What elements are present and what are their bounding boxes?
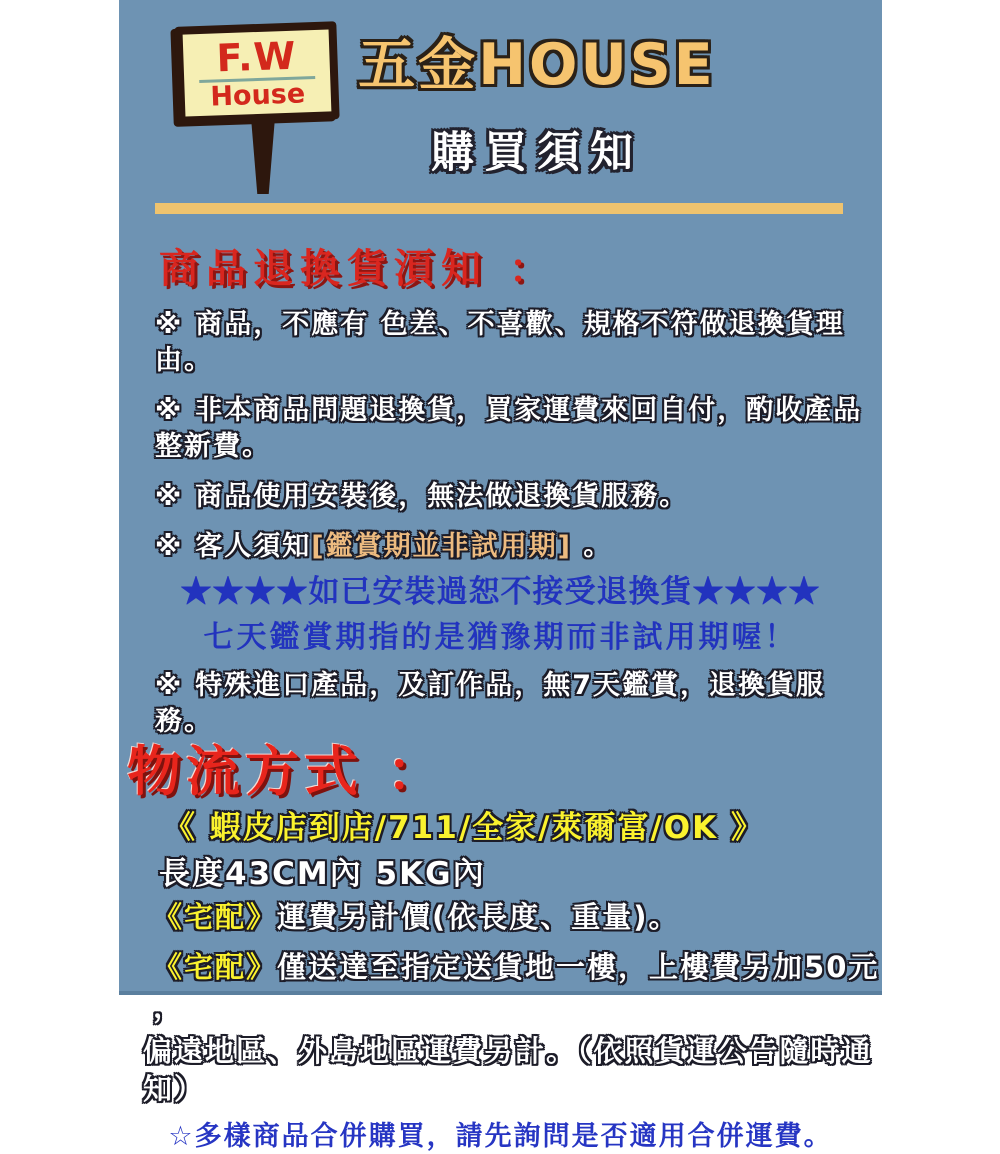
reference-mark-icon: ※	[155, 395, 184, 426]
size-weight-limit: 長度43CM內 5KG內	[159, 856, 486, 892]
sign-plate	[174, 21, 339, 125]
seven-day-reminder: 七天鑑賞期指的是猶豫期而非試用期喔！	[203, 620, 798, 655]
sign-text-fw: F.W	[215, 33, 298, 80]
home-delivery-line-1	[153, 897, 882, 937]
returns-bullet-1	[155, 307, 882, 379]
store-sign-logo	[174, 18, 349, 196]
home-delivery-tag: 《宅配》	[153, 950, 278, 984]
remote-area-line: 偏遠地區、外島地區運費另計。（依照貨運公告隨時通知）	[143, 1034, 873, 1106]
shipping-heading: 物流方式 ：	[127, 740, 446, 803]
returns-bullet-3-text: 商品使用安裝後，無法做退換貨服務。	[195, 481, 689, 512]
returns-bullet-3	[155, 479, 882, 515]
home-delivery-text-1: 運費另計價(依長度、重量)。	[277, 900, 680, 934]
returns-bullet-2-text: 非本商品問題退換貨，買家運費來回自付，酌收產品整新費。	[155, 395, 863, 462]
pickup-stores-line: 《 蝦皮店到店/711/全家/萊爾富/OK 》	[164, 810, 764, 846]
home-delivery-line-2	[153, 947, 882, 1027]
returns-heading: 商品退換貨湏知 ：	[159, 246, 556, 292]
header-divider-bar	[155, 203, 843, 214]
reference-mark-icon: ※	[155, 309, 184, 340]
combine-shipping-note: ☆多樣商品合併購買，請先詢問是否適用合併運費。	[168, 1121, 833, 1152]
notice-content	[119, 214, 882, 1154]
returns-bullet-4	[155, 529, 882, 565]
returns-bullet-2	[155, 393, 882, 465]
home-delivery-tag: 《宅配》	[153, 900, 278, 934]
header-titles	[337, 34, 737, 180]
reference-mark-icon: ※	[155, 670, 184, 701]
notice-panel	[119, 0, 882, 1152]
home-delivery-text-2: 僅送達至指定送貨地一樓，上樓費另加50元 ，	[153, 950, 880, 1024]
reference-mark-icon: ※	[155, 531, 184, 562]
installed-no-return-warning: ★★★★如已安裝過恕不接受退換貨★★★★	[180, 574, 821, 610]
special-import-text: 特殊進口產品，及訂作品，無7天鑑賞，退換貨服務。	[155, 670, 826, 737]
page-subtitle: 購買須知	[431, 127, 643, 178]
reference-mark-icon: ※	[155, 481, 184, 512]
customer-notice-prefix: 客人須知	[195, 531, 312, 562]
sign-text-house: House	[209, 77, 306, 113]
returns-bullet-5	[155, 668, 882, 740]
customer-notice-suffix: 。	[571, 531, 613, 562]
sign-handle	[250, 118, 276, 194]
appreciation-period-highlight: [鑑賞期並非試用期]	[311, 531, 572, 562]
returns-bullet-1-text: 商品，不應有 色差、不喜歡、規格不符做退換貨理由。	[155, 309, 845, 376]
page-title: 五金HOUSE	[358, 32, 716, 98]
